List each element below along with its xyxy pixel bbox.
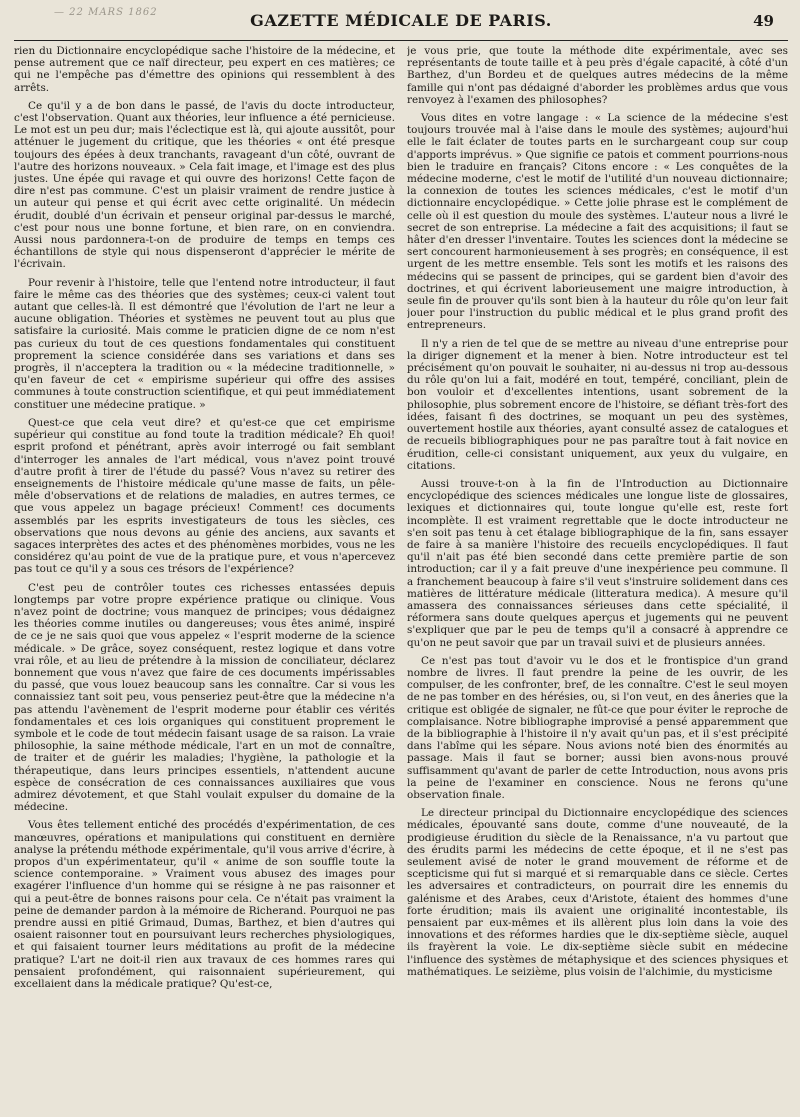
left-paragraph-5: C'est peu de contrôler toutes ces richesses entassées depuis longtemps par votre propre expérience pratique ou clinique. Vous n'avez point de doctrine; vous manquez de principes; vous dédaignez les théories comme inutiles ou dangereuses; vous êtes animé, inspiré de ce je ne sais quoi que vous appelez « l'esprit moderne de la science médicale. » De grâce, soyez conséquent, restez logique et dans votre vrai rôle, et au lieu de prétendre à la mission de conciliateur, déclarez bonnement que vous n'avez que faire de ces documents impérissables du passé, que vous louez beaucoup sans les connaître. Car si vous les connaissiez tant soit peu, vous penseriez peut-être que la médecine n'a pas attendu l'avènement de l'esprit moderne pour établir ces vérités fondamentales et ces lois organiques qui constituent proprement le symbole et le code de tout médecin faisant usage de sa raison. La vraie philosophie, la saine méthode médicale, l'art en un mot de connaître, de traiter et de guérir les maladies; l'hygiène, la pathologie et la thérapeutique, dans leurs principes essentiels, n'attendent aucune espèce de consécration de ces connaissances auxiliaires que vous admirez dévotement, et que Stahl voulait expulser du domaine de la médecine. bbox=[14, 581, 395, 814]
left-paragraph-1: rien du Dictionnaire encyclopédique sache l'histoire de la médecine, et pense autrement que ce naïf directeur, peu expert en ces matières; ce qui ne l'empêche pas d'émettre des opinions qui ressemblent à des arrêts. bbox=[14, 45, 395, 94]
right-paragraph-2: Vous dites en votre langage : « La science de la médecine s'est toujours trouvée mal à l'aise dans le moule des systèmes; aujourd'hui elle le fait éclater de toutes parts en le surchargeant coup sur coup d'apports imprévus. » Que signifie ce patois et comment pourrions-nous bien le traduire en français? Citons encore : « Les conquêtes de la médecine moderne, c'est le motif de l'utilité d'un nouveau dictionnaire; la connexion de toutes les sciences médicales, c'est le motif d'un dictionnaire encyclopédique. » Cette jolie phrase est le complément de celle où il est question du moule des systèmes. L'auteur nous a livré le secret de son entreprise. La médecine a fait des acquisitions; il faut se hâter d'en dresser l'inventaire. Toutes les sciences dont la médecine se sert concourent harmonieusement à ses progrès; en conséquence, il est urgent de les mettre ensemble. Tels sont les motifs et les raisons des médecins qui se passent de principes, qui se gardent bien d'avoir des doctrines, et qui écrivent laborieusement une maigre introduction, à seule fin de prouver qu'ils sont bien à la hauteur du rôle qu'on leur fait jouer pour l'instruction du public médical et le plus grand profit des entrepreneurs. bbox=[407, 112, 788, 332]
left-column bbox=[14, 45, 395, 996]
left-paragraph-3: Pour revenir à l'histoire, telle que l'entend notre introducteur, il faut faire le même cas des théories que des systèmes; ceux-ci valent tout autant que celles-là. Il est démontré que l'évolution de l'art ne leur a aucune obligation. Théories et systèmes ne peuvent tout au plus que satisfaire la curiosité. Mais comme le praticien digne de ce nom n'est pas curieux du tout de ces questions fondamentales qui constituent proprement la science considérée dans ses variations et dans ses progrès, il n'acceptera la tradition ou « la médecine traditionnelle, » qu'en faveur de cet « empirisme supérieur qui offre des assises communes à toute construction scientifique, et qui peut immédiatement constituer une médecine pratique. » bbox=[14, 276, 395, 411]
page-header bbox=[14, 0, 788, 41]
date-stamp: — 22 MARS 1862 bbox=[54, 7, 158, 18]
right-paragraph-5: Ce n'est pas tout d'avoir vu le dos et le frontispice d'un grand nombre de livres. Il faut prendre la peine de les ouvrir, de les compulser, de les confronter, bref, de les connaître. C'est le seul moyen de ne pas tomber en des hérésies, ou, si l'on veut, en des âneries que la critique est obligée de signaler, ne fût-ce que pour éviter le reproche de complaisance. Notre bibliographe improvisé a pensé apparemment que de la bibliographie à l'histoire il n'y avait qu'un pas, et il s'est précipité dans l'abîme qui les sépare. Nous avions noté bien des énormités au passage. Mais il faut se borner; aussi bien avons-nous prouvé suffisamment qu'avant de parler de cette Introduction, nous avons pris la peine de l'examiner en conscience. Nous ne ferons qu'une observation finale. bbox=[407, 654, 788, 801]
article-columns bbox=[14, 41, 788, 996]
masthead-title: GAZETTE MÉDICALE DE PARIS. bbox=[250, 10, 552, 30]
left-paragraph-6: Vous êtes tellement entiché des procédés d'expérimentation, de ces manœuvres, opérations et manipulations qui constituent en dernière analyse la prétendu méthode expérimentale, qu'il vous arrive d'écrire, à propos d'un expérimentateur, qu'il « anime de son souffle toute la science contemporaine. » Vraiment vous abusez des images pour exagérer l'influence d'un homme qui se résigne à ne pas raisonner et qui a peut-être de bonnes raisons pour cela. Ce n'était pas vraiment la peine de demander pardon à la mémoire de Richerand. Pourquoi ne pas prendre aussi en pitié Grimaud, Dumas, Barthez, et bien d'autres qui osaient raisonner tout en poursuivant leurs recherches physiologiques, et qui faisaient tourner leurs méditations au profit de la médecine pratique? L'art ne doit-il rien aux travaux de ces hommes rares qui pensaient profondément, qui raisonnaient supérieurement, qui excellaient dans la médicale pratique? Qu'est-ce, bbox=[14, 819, 395, 991]
right-paragraph-6: Le directeur principal du Dictionnaire encyclopédique des sciences médicales, épouvanté sans doute, comme d'une nouveauté, de la prodigieuse érudition du siècle de la Renaissance, n'a vu partout que des érudits parmi les médecins de cette époque, et il ne s'est pas seulement avisé de noter le grand mouvement de réforme et de scepticisme qui fut si marqué et si remarquable dans ce siècle. Certes les adversaires et contradicteurs, on pourrait dire les ennemis du galénisme et des Arabes, ceux d'Aristote, étaient des hommes d'une forte érudition; mais ils avaient une originalité incontestable, ils pensaient par eux-mêmes et ils allèrent plus loin dans la voie des innovations et des réformes hardies que le dix-septième siècle, auquel ils frayèrent la voie. Le dix-septième siècle subit en médecine l'influence des systèmes de métaphysique et des sciences physiques et mathématiques. Le seizième, plus voisin de l'alchimie, du mysticisme bbox=[407, 807, 788, 978]
right-paragraph-1: je vous prie, que toute la méthode dite expérimentale, avec ses représentants de toute taille et à peu près d'égale capacité, à côté d'un Barthez, d'un Bordeu et de quelques autres médecins de la même famille qui n'ont pas dédaigné d'aborder les problèmes ardus que vous renvoyez à l'examen des philosophes? bbox=[407, 45, 788, 106]
left-paragraph-4: Quest-ce que cela veut dire? et qu'est-ce que cet empirisme supérieur qui constitue au fond toute la tradition médicale? Eh quoi! esprit profond et pénétrant, après avoir interrogé ou fait semblant d'interroger les annales de l'art médical, vous n'avez point trouvé d'autre profit à tirer de l'étude du passé? Vous n'avez su retirer des enseignements de l'histoire médicale qu'une masse de faits, un pêle-mêle d'observations et de relations de maladies, en autres termes, ce que vous appelez un bagage précieux! Comment! ces documents assemblés par les esprits investigateurs de tous les siècles, ces observations que nous devons au génie des anciens, aux savants et sagaces interprètes des actes et des phénomènes morbides, vous ne les considérez qu'au point de vue de la pratique pure, et vous n'apercevez pas tout ce qu'il y a sous ces trésors de l'expérience? bbox=[14, 416, 395, 576]
left-paragraph-2: Ce qu'il y a de bon dans le passé, de l'avis du docte introducteur, c'est l'observation. Quant aux théories, leur influence a été pernicieuse. Le mot est un peu dur; mais l'éclectique est là, qui ajoute aussitôt, pour atténuer le jugement du critique, que les théories « ont été presque toujours des épées à deux tranchants, ravageant d'un côté, ouvrant de l'autre des horizons nouveaux. » Cela fait image, et l'image est des plus justes. Une épée qui ravage et qui ouvre des horizons! Cette façon de dire n'est pas commune. C'est un plaisir vraiment de rendre justice à un auteur qui pense et qui écrit avec cette originalité. Un médecin érudit, doublé d'un écrivain et penseur original par-dessus le marché, c'est pour nous une bonne fortune, et bien rare, on en conviendra. Aussi nous pardonnera-t-on de produire de temps en temps ces échantillons de style qui nous dispenseront d'apprécier le mérite de l'écrivain. bbox=[14, 99, 395, 271]
page-number: 49 bbox=[753, 12, 774, 30]
right-paragraph-4: Aussi trouve-t-on à la fin de l'Introduction au Dictionnaire encyclopédique des sciences médicales une longue liste de glossaires, lexiques et dictionnaires qui, toute longue qu'elle est, reste fort incomplète. Il est vraiment regrettable que le docte introducteur ne s'en soit pas tenu à cet étalage bibliographique de la fin, sans essayer de faire à sa manière l'histoire des recueils encyclopédiques. Il faut qu'il n'ait pas été bien secondé dans cette première partie de son introduction; car il y a fait preuve d'une inexpérience peu commune. Il a franchement beaucoup à faire s'il veut s'instruire solidement dans ces matières de littérature médicale (litteratura medica). A mesure qu'il amassera des connaissances sérieuses dans cette spécialité, il réformera sans doute quelques aperçus et jugements qui ne peuvent s'expliquer que par le peu de temps qu'il a consacré à apprendre ce qu'on ne peut savoir que par un travail suivi et de plusieurs années. bbox=[407, 477, 788, 649]
right-paragraph-3: Il n'y a rien de tel que de se mettre au niveau d'une entreprise pour la diriger dignement et la mener à bien. Notre introducteur est tel précisément qu'on pouvait le souhaiter, ni au-dessus ni trop au-dessous du rôle qu'on lui a fait, modéré en tout, tempéré, conciliant, plein de bon vouloir et d'excellentes intentions, usant sobrement de la philosophie, plus sobrement encore de l'histoire, se défiant très-fort des idées, faisant fi des doctrines, se moquant un peu des systèmes, ouvertement hostile aux théories, ayant consulté assez de catalogues et de recueils bibliographiques pour ne pas paraître tout à fait novice en érudition, celle-ci consistant uniquement, aux yeux du vulgaire, en citations. bbox=[407, 337, 788, 472]
right-column bbox=[407, 45, 788, 996]
